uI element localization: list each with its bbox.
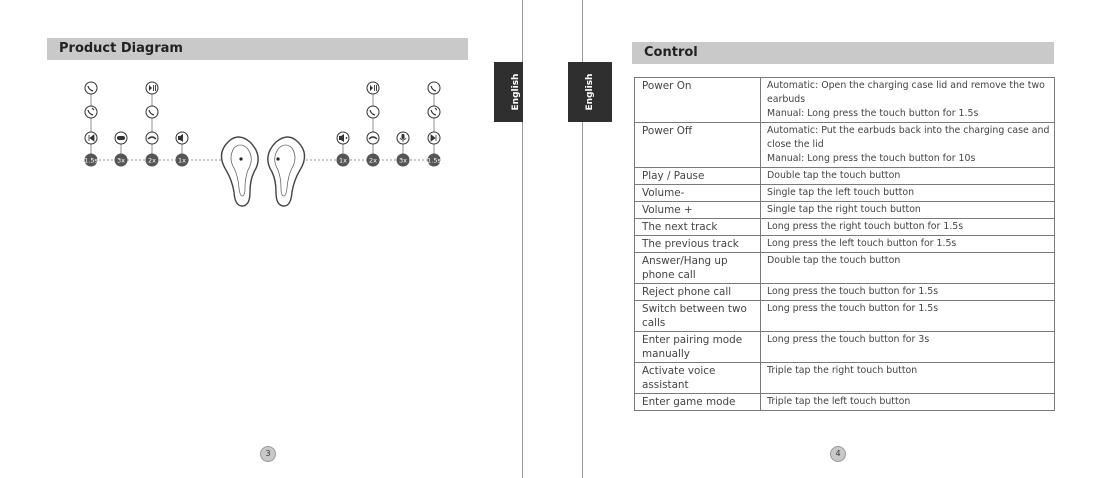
description-cell xyxy=(761,168,1055,185)
function-text: Answer/Hang up xyxy=(642,255,728,267)
function-cell xyxy=(635,284,761,301)
description-cell xyxy=(761,78,1055,123)
description-text: Long press the touch button for 1.5s xyxy=(767,303,939,314)
function-cell xyxy=(635,202,761,219)
description-text: Double tap the touch button xyxy=(767,170,901,181)
table-row xyxy=(635,253,1055,284)
label-left-2x xyxy=(146,154,159,167)
section-title-product-diagram: Product Diagram xyxy=(47,38,468,60)
description-cell xyxy=(761,363,1055,394)
function-cell xyxy=(635,301,761,332)
function-text: Power On xyxy=(642,80,692,92)
function-text: Play / Pause xyxy=(642,170,705,182)
description-cell xyxy=(761,123,1055,168)
phone-hangup-icon xyxy=(146,132,158,144)
volume-up-icon xyxy=(337,132,349,144)
table-row xyxy=(635,394,1055,411)
table-row xyxy=(635,219,1055,236)
description-text: Automatic: Put the earbuds back into the charging case and xyxy=(767,125,1050,136)
description-cell xyxy=(761,202,1055,219)
label-left-1x xyxy=(176,154,189,167)
description-cell xyxy=(761,236,1055,253)
description-cell xyxy=(761,332,1055,363)
next-track-icon xyxy=(428,132,440,144)
play-pause-icon xyxy=(146,82,158,94)
description-text: Long press the touch button for 1.5s xyxy=(767,286,939,297)
phone-hangup-icon xyxy=(367,132,379,144)
description-text: Triple tap the left touch button xyxy=(767,396,911,407)
phone-answer-icon xyxy=(146,106,158,118)
function-cell xyxy=(635,219,761,236)
function-text: Switch between two xyxy=(642,303,747,315)
function-text: Enter pairing mode xyxy=(642,334,743,346)
svg-text:2x: 2x xyxy=(148,156,156,165)
page-number: 4 xyxy=(830,446,846,462)
table-row xyxy=(635,123,1055,168)
right-earbud-illustration xyxy=(268,137,305,206)
description-text: Single tap the left touch button xyxy=(767,187,915,198)
svg-text:1.5s: 1.5s xyxy=(84,156,98,165)
phone-switch-icon xyxy=(428,82,440,94)
description-text: close the lid xyxy=(767,139,824,150)
svg-text:1.5s: 1.5s xyxy=(427,156,441,165)
function-text: Activate voice xyxy=(642,365,716,377)
volume-down-icon xyxy=(176,132,188,144)
description-cell xyxy=(761,394,1055,411)
table-row xyxy=(635,236,1055,253)
description-cell xyxy=(761,301,1055,332)
section-title-control: Control xyxy=(632,42,1054,64)
table-row xyxy=(635,301,1055,332)
phone-switch-icon xyxy=(85,82,97,94)
description-text: Long press the right touch button for 1.5s xyxy=(767,221,964,232)
description-text: Double tap the touch button xyxy=(767,255,901,266)
description-cell xyxy=(761,185,1055,202)
description-text: Manual: Long press the touch button for 10s xyxy=(767,153,976,164)
function-text: manually xyxy=(642,348,690,360)
description-cell xyxy=(761,253,1055,284)
label-left-1-5s xyxy=(84,154,98,167)
svg-text:2x: 2x xyxy=(369,156,377,165)
phone-answer-icon xyxy=(367,106,379,118)
function-text: Volume- xyxy=(642,187,685,199)
function-cell xyxy=(635,363,761,394)
function-cell xyxy=(635,185,761,202)
function-cell xyxy=(635,394,761,411)
table-row xyxy=(635,168,1055,185)
function-text: phone call xyxy=(642,269,696,281)
control-table xyxy=(634,77,1055,411)
function-text: Enter game mode xyxy=(642,396,736,408)
microphone-icon xyxy=(397,132,409,144)
label-right-1x xyxy=(337,154,350,167)
description-text: Triple tap the right touch button xyxy=(767,365,918,376)
gamepad-icon xyxy=(115,132,127,144)
previous-track-icon xyxy=(85,132,97,144)
function-cell xyxy=(635,168,761,185)
left-page xyxy=(0,0,523,478)
function-cell xyxy=(635,332,761,363)
language-tab-english: English xyxy=(494,62,538,122)
label-right-1-5s xyxy=(427,154,441,167)
table-row xyxy=(635,284,1055,301)
table-row xyxy=(635,78,1055,123)
product-diagram xyxy=(0,0,522,478)
page-number: 3 xyxy=(260,446,276,462)
table-row xyxy=(635,363,1055,394)
description-text: earbuds xyxy=(767,94,806,105)
description-cell xyxy=(761,219,1055,236)
label-right-3x xyxy=(397,154,410,167)
function-cell xyxy=(635,123,761,168)
phone-hangup-cross-icon xyxy=(85,106,97,118)
function-cell xyxy=(635,236,761,253)
label-left-3x xyxy=(115,154,128,167)
table-row xyxy=(635,185,1055,202)
function-text: The previous track xyxy=(642,238,739,250)
function-text: Reject phone call xyxy=(642,286,732,298)
function-text: The next track xyxy=(642,221,718,233)
table-row xyxy=(635,202,1055,219)
function-text: calls xyxy=(642,317,666,329)
language-tab-english: English xyxy=(568,62,612,122)
description-text: Single tap the right touch button xyxy=(767,204,921,215)
description-text: Long press the left touch button for 1.5s xyxy=(767,238,957,249)
function-text: Power Off xyxy=(642,125,693,137)
function-cell xyxy=(635,253,761,284)
svg-text:1x: 1x xyxy=(339,156,347,165)
play-pause-icon xyxy=(367,82,379,94)
description-text: Automatic: Open the charging case lid and remove the two xyxy=(767,80,1045,91)
svg-text:3x: 3x xyxy=(117,156,125,165)
phone-hangup-cross-icon xyxy=(428,106,440,118)
description-text: Manual: Long press the touch button for 1.5s xyxy=(767,108,979,119)
function-text: Volume + xyxy=(642,204,693,216)
label-right-2x xyxy=(367,154,380,167)
function-cell xyxy=(635,78,761,123)
function-text: assistant xyxy=(642,379,689,391)
svg-text:1x: 1x xyxy=(178,156,186,165)
description-text: Long press the touch button for 3s xyxy=(767,334,930,345)
left-earbud-illustration xyxy=(221,137,258,206)
table-row xyxy=(635,332,1055,363)
description-cell xyxy=(761,284,1055,301)
svg-text:3x: 3x xyxy=(399,156,407,165)
